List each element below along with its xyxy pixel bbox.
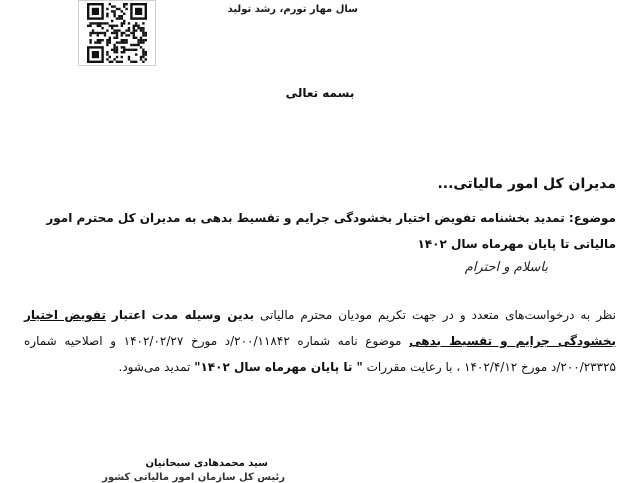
qr-code-icon — [79, 1, 155, 65]
subject-label: موضوع: — [568, 211, 616, 225]
recipients-line: مدیران کل امور مالیاتی... — [437, 176, 616, 192]
year-slogan: سال مهار تورم، رشد تولید — [227, 4, 358, 15]
body-part-4: موضوع نامه شماره ۲۰۰/۱۱۸۴۲/د مورخ ۱۴۰۲/۰۲/۲۷ و اصلاحیه شماره ۲۰۰/۲۳۳۲۵/د مورخ ۱۴۰۲/۴/۱۲ ، با رعایت مقررات — [24, 334, 616, 374]
qr-code — [78, 0, 156, 66]
subject-line — [24, 205, 616, 257]
body-part-1: نظر به درخواست‌های متعدد و در جهت تکریم مودیان محترم مالیاتی — [260, 308, 616, 322]
bismillah-heading: بسمه تعالی — [285, 86, 355, 100]
signatory-title: رئیس کل سازمان امور مالیاتی کشور — [102, 472, 285, 483]
body-paragraph — [24, 302, 616, 380]
signatory-name: سید محمدهادی سبحانیان — [145, 458, 268, 469]
body-part-3: تفویض اختیار بخشودگی جرایم و تقسیط بدهی — [24, 308, 616, 348]
body-part-6: تمدید می‌شود. — [118, 360, 191, 374]
body-part-5: " تا پایان مهرماه سال ۱۴۰۲" — [194, 360, 363, 374]
body-part-2: بدین وسیله مدت اعتبار — [111, 308, 255, 322]
greeting: باسلام و احترام — [464, 260, 548, 275]
subject-text: تمدید بخشنامه تفویض اختیار بخشودگی جرایم و تقسیط بدهی به مدیران کل محترم امور مالیاتی تا پایان مهرماه سال ۱۴۰۲ — [46, 211, 616, 251]
